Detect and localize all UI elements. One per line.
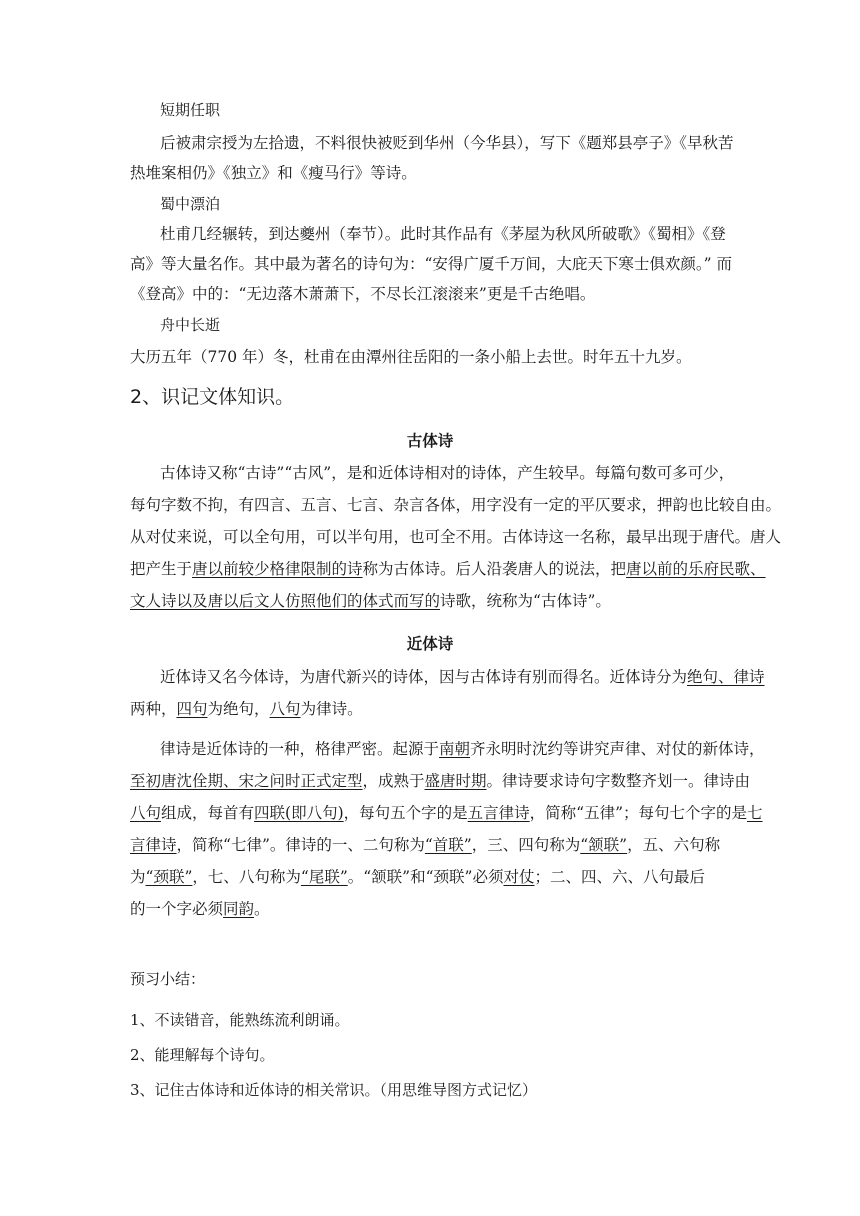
paragraph-line: 高》等大量名作。其中最为著名的诗句为：“安得广厦千万间，大庇天下寒士俱欢颜。” 而 <box>130 255 733 273</box>
text: 律诗是近体诗的一种，格律严密。起源于 <box>160 740 440 758</box>
text: ，简称“五律”；每句七个字的是 <box>529 804 748 822</box>
text: ，成熟于 <box>362 772 425 790</box>
underlined-text: 唐以前较少格律限制的诗 <box>192 560 363 578</box>
paragraph-line <box>160 734 765 764</box>
underlined-text: 五言律诗 <box>467 804 530 822</box>
underlined-text: 绝句、律诗 <box>687 668 765 686</box>
paragraph-line <box>130 862 705 892</box>
text: ，七、八句称为 <box>192 868 301 886</box>
underlined-text: “颈联” <box>145 868 193 886</box>
underlined-text: 至初唐沈佺期、宋之问时正式定型 <box>130 772 363 790</box>
underlined-text: 对仗 <box>503 868 535 886</box>
paragraph-line: 古体诗又称“古诗”“古风”，是和近体诗相对的诗体，产生较早。每篇句数可多可少， <box>160 464 735 482</box>
text: 为 <box>130 868 146 886</box>
paragraph-line: 杜甫几经辗转，到达夔州（奉节）。此时其作品有《茅屋为秋风所破歌》《蜀相》《登 <box>160 225 726 243</box>
paragraph-line: 每句字数不拘，有四言、五言、七言、杂言各体，用字没有一定的平仄要求，押韵也比较自由。 <box>130 496 782 514</box>
gutishi-title: 古体诗 <box>406 431 454 450</box>
text: ，三、四句称为 <box>471 836 581 854</box>
underlined-text: “颔联” <box>580 836 628 854</box>
text: 为绝句， <box>207 700 270 718</box>
underlined-text: “尾联” <box>300 868 348 886</box>
text: 齐永明时沈约等讲究声律、对仗的新体诗， <box>470 740 765 758</box>
underlined-text: 七 <box>747 804 763 822</box>
paragraph-line: 《登高》中的：“无边落木萧萧下，不尽长江滚滚来”更是千古绝唱。 <box>130 285 596 303</box>
text: ；二、四、六、八句最后 <box>534 868 705 886</box>
text: 。律诗要求诗句字数整齐划一。律诗由 <box>486 772 751 790</box>
paragraph-line: 热堆案相仍》《独立》和《瘦马行》等诗。 <box>130 164 417 182</box>
underlined-text: 八句 <box>269 700 301 718</box>
paragraph-line <box>130 766 750 796</box>
text: 近体诗又名今体诗，为唐代新兴的诗体，因与古体诗有别而得名。近体诗分为 <box>160 668 688 686</box>
paragraph-line <box>130 830 720 860</box>
underlined-text: 八句 <box>130 804 162 822</box>
paragraph-line <box>130 694 363 724</box>
summary-title: 预习小结： <box>130 970 206 988</box>
text: ，五、六句称 <box>627 836 721 854</box>
summary-item: 1、不读错音，能熟练流利朗诵。 <box>130 1011 350 1029</box>
underlined-text: 四联(即八句) <box>254 804 344 822</box>
underlined-text: “首联” <box>424 836 472 854</box>
paragraph-line: 大历五年（770 年）冬，杜甫在由潭州往岳阳的一条小船上去世。时年五十九岁。 <box>130 348 692 366</box>
text: 两种， <box>130 700 177 718</box>
text: 。“颔联”和“颈联”必须 <box>347 868 504 886</box>
text: 组成，每首有 <box>161 804 255 822</box>
summary-item: 3、记住古体诗和近体诗的相关常识。（用思维导图方式记忆） <box>130 1081 538 1099</box>
underlined-text: 四句 <box>176 700 208 718</box>
text: 称为古体诗。后人沿袭唐人的说法，把 <box>362 560 627 578</box>
paragraph-line: 从对仗来说，可以全句用，可以半句用，也可全不用。古体诗这一名称，最早出现于唐代。唐人 <box>130 528 782 546</box>
text: 。 <box>254 900 270 918</box>
subheading-short-term-post: 短期任职 <box>160 101 221 119</box>
paragraph-line: 后被肃宗授为左拾遗，不料很快被贬到华州（今华县），写下《题郑县亭子》《早秋苦 <box>160 134 734 152</box>
paragraph-line <box>130 798 763 828</box>
subheading-shu-wandering: 蜀中漂泊 <box>160 195 221 213</box>
section-heading: 2、识记文体知识。 <box>130 386 295 408</box>
paragraph-line <box>130 554 766 584</box>
jintishi-title: 近体诗 <box>406 634 454 653</box>
paragraph-line <box>130 586 611 616</box>
paragraph-line <box>160 662 765 692</box>
text: 把产生于 <box>130 560 193 578</box>
text: 为律诗。 <box>300 700 363 718</box>
underlined-text: 唐以前的乐府民歌、 <box>626 560 766 578</box>
paragraph-line <box>130 894 270 924</box>
summary-item: 2、能理解每个诗句。 <box>130 1046 275 1064</box>
text: ，每句五个字的是 <box>343 804 468 822</box>
underlined-text: 南朝 <box>439 740 471 758</box>
underlined-text: 言律诗 <box>130 836 177 854</box>
underlined-text: 文人诗以及唐以后文人仿照他们的体式而写的 <box>130 592 441 610</box>
underlined-text: 盛唐时期 <box>424 772 487 790</box>
subheading-death-on-boat: 舟中长逝 <box>160 316 221 334</box>
underlined-text: 同韵 <box>223 900 255 918</box>
text: 的一个字必须 <box>130 900 224 918</box>
text: ，简称“七律”。律诗的一、二句称为 <box>176 836 425 854</box>
text: 诗歌，统称为“古体诗”。 <box>440 592 611 610</box>
